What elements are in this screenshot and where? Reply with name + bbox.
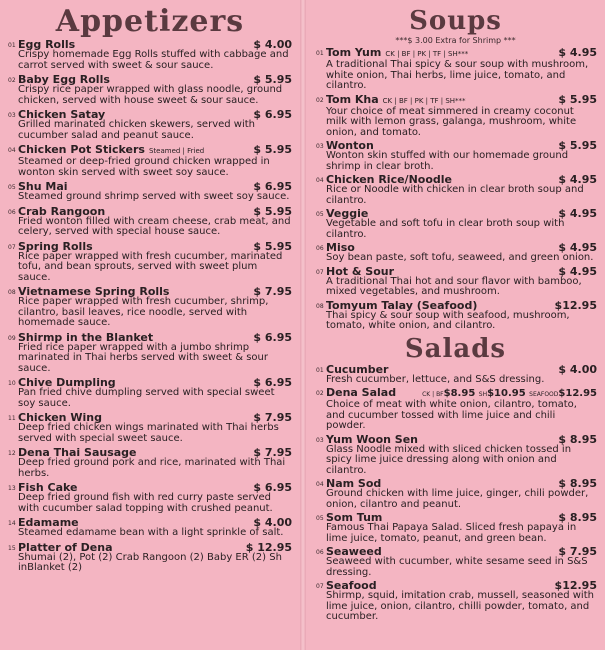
menu-item: [316, 140, 597, 172]
item-price: $ 4.95: [558, 264, 597, 278]
item-price: $ 5.95: [253, 204, 292, 218]
item-number: 15: [8, 544, 16, 552]
item-name: Nam Sod: [326, 477, 382, 490]
salads-list: [306, 364, 605, 623]
item-tags: Steamed | Fried: [148, 147, 205, 155]
item-title-group: [18, 241, 93, 252]
menu-item: [316, 208, 597, 240]
item-description: Steamed edamame bean with a light sprinkle of salt.: [18, 527, 284, 538]
menu-item: [8, 377, 292, 409]
item-price: $ 8.95: [558, 511, 597, 524]
item-description: A traditional Thai hot and sour flavor with bamboo, mixed vegetables, and mushroom.: [326, 275, 582, 297]
item-name: Crab Rangoon: [18, 204, 106, 218]
price-label-ck-bf: CK | BF: [422, 391, 444, 398]
item-description: Fried rice paper wrapped with a jumbo shrimp marinated in Thai herbs served with sweet & sour sauce.: [18, 341, 268, 374]
item-number: 06: [316, 245, 324, 252]
item-number: 05: [316, 211, 324, 218]
item-number: 02: [316, 390, 324, 397]
item-tags: CK | BF | PK | TF | SH***: [382, 96, 466, 105]
item-description: Ground chicken with lime juice, ginger, chili powder, onion, cilantro and peanut.: [326, 488, 589, 510]
item-number: 03: [316, 436, 324, 444]
item-description: Fresh cucumber, lettuce, and S&S dressing.: [326, 373, 545, 385]
item-name: Baby Egg Rolls: [18, 73, 110, 86]
item-price: $ 5.95: [558, 92, 597, 106]
item-description: Rice paper wrapped with fresh cucumber, shrimp, cilantro, basil leaves, rice noodle, served with homemade sauce.: [18, 296, 269, 328]
item-price: $ 7.95: [253, 446, 292, 459]
item-price: $ 4.95: [558, 241, 597, 254]
menu-item: [316, 478, 597, 510]
item-header: [326, 300, 597, 311]
item-description: A traditional Thai spicy & sour soup with mushroom, white onion, Thai herbs, lime juice, tomato, and cilantro.: [326, 59, 589, 91]
menu-item: [8, 241, 292, 284]
item-number: 08: [8, 289, 16, 296]
menu-item: [8, 482, 292, 514]
item-price: $ 4.00: [558, 362, 597, 376]
item-name: Tom Kha: [326, 92, 379, 106]
item-number: 13: [8, 485, 16, 492]
item-price: $ 7.95: [253, 285, 292, 298]
menu-item: [8, 542, 292, 574]
item-number: 09: [8, 334, 16, 342]
item-name: Seaweed: [326, 545, 382, 558]
item-price: $ 6.95: [253, 481, 292, 494]
item-price: $12.95: [554, 579, 597, 592]
item-name: Dena Thai Sausage: [18, 446, 137, 459]
item-title-group: [326, 94, 466, 107]
menu-item: [8, 206, 292, 238]
item-header: [18, 542, 292, 553]
item-number: 01: [316, 50, 324, 57]
menu-item: [8, 181, 292, 203]
item-title-group: [326, 300, 477, 311]
menu-item: [316, 266, 597, 298]
item-price: $ 5.95: [253, 143, 292, 156]
item-title-group: [326, 364, 388, 375]
item-price: $ 5.95: [253, 73, 292, 86]
item-description: Crispy homemade Egg Rolls stuffed with cabbage and carrot served with sweet & sour sauce.: [18, 49, 289, 71]
menu-item: [8, 39, 292, 71]
item-name: Shirmp in the Blanket: [18, 330, 154, 344]
item-number: 04: [316, 481, 324, 488]
item-price: $ 5.95: [558, 139, 597, 152]
item-number: 01: [8, 42, 16, 49]
item-name: Chicken Wing: [18, 411, 102, 424]
item-name: Fish Cake: [18, 481, 78, 494]
item-description: Rice or Noodle with chicken in clear broth soup and cilantro.: [326, 184, 584, 206]
item-title-group: [326, 434, 418, 445]
item-price: $ 7.95: [253, 411, 292, 424]
item-description: Crispy rice paper wrapped with glass noodle, ground chicken, served with house sweet & sour sauce.: [18, 84, 283, 106]
item-header: [18, 206, 292, 217]
item-number: 08: [316, 302, 324, 310]
price-label-sh: SH: [478, 391, 488, 398]
item-description: Vegetable and soft tofu in clear broth soup with cilantro.: [326, 218, 565, 240]
item-name: Spring Rolls: [18, 239, 93, 253]
item-description: Pan fried chive dumpling served with special sweet soy sauce.: [18, 387, 275, 409]
item-number: 01: [316, 366, 324, 374]
item-name: Hot & Sour: [326, 264, 395, 278]
item-price: $12.95: [554, 298, 597, 312]
item-name: Chicken Satay: [18, 108, 106, 121]
item-title-group: [18, 542, 113, 553]
menu-item: [8, 286, 292, 329]
item-description: Thai spicy & sour soup with seafood, mushroom, tomato, white onion, and cilantro.: [326, 309, 570, 331]
item-name: Tomyum Talay (Seafood): [326, 298, 478, 312]
item-number: 12: [8, 450, 16, 457]
item-number: 05: [8, 184, 16, 191]
item-price: $ 6.95: [253, 376, 292, 389]
menu-item: [316, 300, 597, 332]
item-name: Egg Rolls: [18, 38, 76, 51]
item-description: Seaweed with cucumber, white sesame seed in S&S dressing.: [326, 556, 588, 578]
item-name: Chicken Pot Stickers: [18, 143, 145, 156]
menu-item: [316, 580, 597, 623]
item-name: Vietnamese Spring Rolls: [18, 285, 170, 298]
menu-item: [8, 517, 292, 539]
appetizers-list: [0, 39, 300, 574]
soups-heading: Soups: [409, 6, 502, 36]
item-number: 05: [316, 515, 324, 522]
item-description: Rice paper wrapped with fresh cucumber, marinated tofu, and bean sprouts, served with sweet plum sauce.: [18, 250, 283, 283]
item-name: Miso: [326, 241, 355, 254]
item-description: Grilled marinated chicken skewers, served with cucumber salad and peanut sauce.: [18, 119, 256, 141]
item-name: Tom Yum: [326, 46, 382, 59]
item-price: $ 4.95: [558, 46, 597, 59]
menu-item: [316, 364, 597, 386]
salads-heading: Salads: [404, 333, 507, 364]
menu-item: [316, 387, 597, 432]
price-ck-bf: $8.95: [443, 388, 476, 399]
item-description: Famous Thai Papaya Salad. Sliced fresh papaya in lime juice, tomato, peanut, and green bean.: [326, 522, 577, 544]
menu-item: [316, 174, 597, 206]
item-description: Deep fried ground fish with red curry paste served with cucumber salad topping with crushed peanut.: [18, 492, 273, 514]
menu-item: [8, 447, 292, 479]
appetizers-column: [0, 0, 300, 650]
item-name: Dena Salad: [326, 386, 397, 399]
item-header: [326, 266, 597, 277]
item-header: [326, 434, 597, 445]
item-number: 03: [8, 112, 16, 119]
item-title-group: [18, 332, 153, 343]
item-price: $ 6.95: [253, 180, 292, 193]
menu-item: [316, 512, 597, 544]
menu-item: [8, 74, 292, 106]
item-price: $ 5.95: [253, 239, 292, 253]
item-price: $ 4.00: [253, 38, 292, 51]
item-header: [326, 364, 597, 375]
item-number: 06: [8, 208, 16, 216]
item-name: Veggie: [326, 207, 369, 220]
item-price: $ 4.95: [558, 207, 597, 220]
item-header: [18, 332, 292, 343]
soups-salads-column: [306, 0, 605, 650]
menu-item: [316, 47, 597, 92]
item-description: Deep fried chicken wings marinated with Thai herbs served with special sweet sauce.: [18, 422, 279, 444]
menu-item: [316, 94, 597, 139]
item-number: 03: [316, 143, 324, 150]
menu-item: [316, 546, 597, 578]
item-price: $ 12.95: [245, 540, 292, 554]
item-number: 06: [316, 549, 324, 556]
item-tags: CK | BF | PK | TF | SH***: [385, 50, 469, 58]
item-number: 04: [316, 177, 324, 184]
item-number: 10: [8, 380, 16, 387]
item-number: 02: [8, 77, 16, 84]
item-number: 07: [8, 243, 16, 251]
item-number: 14: [8, 520, 16, 527]
item-number: 07: [316, 583, 324, 590]
item-description: Steamed ground shrimp served with sweet soy sauce.: [18, 191, 290, 202]
item-name: Yum Woon Sen: [326, 432, 419, 446]
menu-item: [316, 434, 597, 477]
item-description: Soy bean paste, soft tofu, seaweed, and green onion.: [326, 252, 594, 263]
item-number: 04: [8, 147, 16, 154]
item-name: Som Tum: [326, 511, 383, 524]
menu-item: [8, 412, 292, 444]
item-price: $ 8.95: [558, 432, 597, 446]
item-price: $ 6.95: [253, 330, 292, 344]
item-description: Shumai (2), Pot (2) Crab Rangoon (2) Baby ER (2) Sh inBlanket (2): [18, 551, 282, 573]
item-description: Glass Noodle mixed with sliced chicken tossed in spicy lime juice dressing along with onion and cilantro.: [326, 443, 572, 476]
item-description: Steamed or deep-fried ground chicken wrapped in wonton skin served with sweet soy sauce.: [18, 156, 270, 178]
item-name: Wonton: [326, 139, 374, 152]
item-price: $ 8.95: [558, 477, 597, 490]
item-name: Chicken Rice/Noodle: [326, 173, 453, 186]
item-header: [326, 94, 597, 107]
item-name: Edamame: [18, 516, 79, 529]
item-title-group: [326, 266, 394, 277]
item-price: $ 7.95: [558, 545, 597, 558]
item-header: [18, 241, 292, 252]
price-sh: $10.95: [487, 388, 526, 399]
price-seafood: $12.95: [558, 388, 597, 399]
item-name: Chive Dumpling: [18, 376, 116, 389]
item-name: Platter of Dena: [18, 540, 113, 554]
item-price: $ 4.95: [558, 173, 597, 186]
item-number: 11: [8, 415, 16, 422]
item-description: Shirmp, squid, imitation crab, mussell, seasoned with lime juice, onion, cilantro, chilli powder, tomato, and cucumber.: [326, 590, 594, 622]
item-description: Deep fried ground pork and rice, marinated with Thai herbs.: [18, 457, 286, 479]
soups-list: [306, 47, 605, 332]
item-description: Wonton skin stuffed with our homemade ground shrimp in clear broth.: [326, 150, 569, 172]
item-description: Fried wonton filled with cream cheese, crab meat, and celery, served with special house sauce.: [18, 215, 291, 237]
item-name: Shu Mai: [18, 180, 68, 193]
appetizers-heading: Appetizers: [55, 4, 245, 39]
soups-note: ***$ 3.00 Extra for Shrimp ***: [395, 36, 516, 45]
item-price: $ 4.00: [253, 516, 292, 529]
item-description: Your choice of meat simmered in creamy coconut milk with lemon grass, galanga, mushroom, white onion, and tomato.: [326, 105, 577, 138]
menu-item: [316, 242, 597, 264]
menu-item: [8, 144, 292, 178]
item-price: $ 6.95: [253, 108, 292, 121]
item-title-group: [18, 206, 105, 217]
price-label-seafood: SEAFOOD: [529, 391, 559, 398]
item-number: 02: [316, 96, 324, 104]
item-name: Seafood: [326, 579, 377, 592]
menu-item: [8, 109, 292, 141]
item-number: 07: [316, 268, 324, 276]
item-name: Cucumber: [326, 362, 389, 376]
menu-item: [8, 332, 292, 375]
item-description: Choice of meat with white onion, cilantro, tomato, and cucumber tossed with lime juice and chili powder.: [326, 399, 577, 431]
